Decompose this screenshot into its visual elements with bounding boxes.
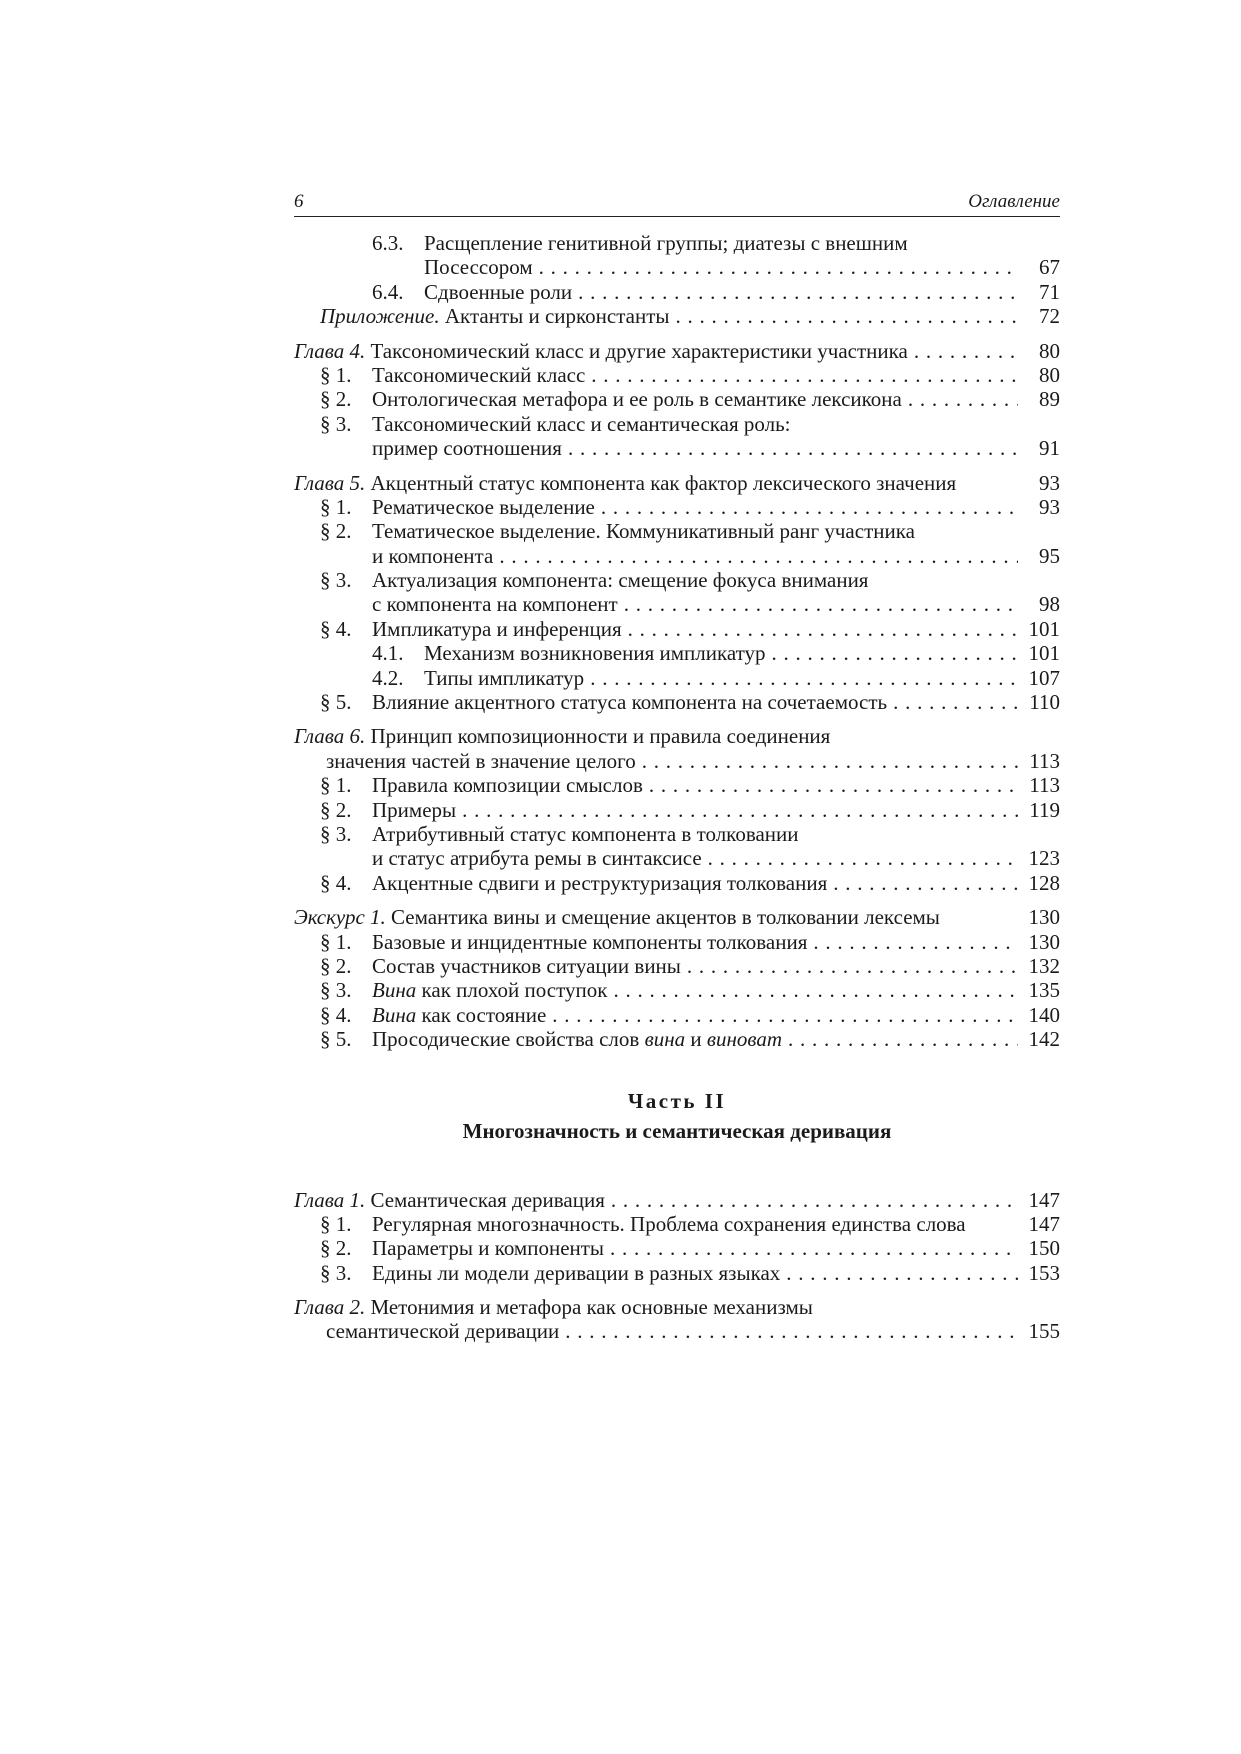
toc-group bbox=[294, 231, 1060, 329]
entry-page: 130 bbox=[1028, 929, 1060, 954]
entry-page: 113 bbox=[1029, 773, 1060, 798]
toc-entry[interactable] bbox=[294, 798, 1060, 822]
toc-entry[interactable] bbox=[294, 690, 1060, 714]
entry-page: 95 bbox=[1039, 543, 1060, 568]
entry-text: Типы импликатур bbox=[424, 665, 585, 690]
entry-label: § 3. bbox=[320, 411, 352, 436]
leader-dots bbox=[578, 280, 1018, 304]
toc-entry[interactable] bbox=[294, 641, 1060, 665]
leader-dots bbox=[788, 1027, 1018, 1051]
entry-text: Таксономический класс и семантическая роль: bbox=[372, 411, 791, 436]
entry-page: 110 bbox=[1029, 690, 1060, 715]
toc-group bbox=[294, 1188, 1060, 1286]
entry-page: 119 bbox=[1029, 797, 1060, 822]
toc-entry[interactable] bbox=[294, 773, 1060, 797]
entry-label: § 3. bbox=[320, 568, 352, 593]
page bbox=[294, 190, 1060, 1344]
entry-text: Влияние акцентного статуса компонента на сочетаемость bbox=[372, 690, 888, 715]
entry-page: 153 bbox=[1028, 1260, 1060, 1285]
toc-entry[interactable] bbox=[294, 231, 1060, 255]
entry-text: Импликатура и инференция bbox=[372, 616, 622, 641]
toc-entry[interactable] bbox=[294, 724, 1060, 748]
toc-entry[interactable] bbox=[294, 544, 1060, 568]
entry-label: § 4. bbox=[320, 1002, 352, 1027]
toc-entry[interactable] bbox=[294, 1236, 1060, 1260]
entry-text: Параметры и компоненты bbox=[372, 1236, 605, 1261]
entry-text: как состояние bbox=[416, 1002, 547, 1027]
entry-label: § 4. bbox=[320, 870, 352, 895]
entry-page: 93 bbox=[1039, 494, 1060, 519]
leader-dots bbox=[687, 954, 1018, 978]
entry-label: § 3. bbox=[320, 821, 352, 846]
entry-text: Сдвоенные роли bbox=[424, 279, 573, 304]
leader-dots bbox=[610, 1236, 1018, 1260]
entry-text-mid: и bbox=[685, 1027, 707, 1052]
entry-text: Базовые и инцидентные компоненты толкования bbox=[372, 929, 808, 954]
toc-entry[interactable] bbox=[294, 617, 1060, 641]
leader-dots bbox=[908, 387, 1018, 411]
part-label: Часть II bbox=[627, 1088, 727, 1113]
entry-page: 123 bbox=[1028, 846, 1060, 871]
entry-page: 147 bbox=[1028, 1211, 1060, 1236]
entry-text: пример соотношения bbox=[372, 436, 562, 461]
entry-text: Таксономический класс и другие характеристики участника bbox=[365, 338, 908, 363]
entry-prefix: Глава 5. bbox=[294, 470, 366, 495]
entry-text: Акцентный статус компонента как фактор лексического значения bbox=[365, 470, 957, 495]
toc-entry[interactable] bbox=[294, 436, 1060, 460]
entry-text: как плохой поступок bbox=[416, 978, 608, 1003]
entry-page: 101 bbox=[1028, 641, 1060, 666]
toc-entry[interactable] bbox=[294, 363, 1060, 387]
toc-entry[interactable] bbox=[294, 905, 1060, 929]
toc-entry[interactable] bbox=[294, 1261, 1060, 1285]
entry-page: 80 bbox=[1039, 338, 1060, 363]
entry-label: § 1. bbox=[320, 929, 352, 954]
entry-text: Акцентные сдвиги и реструктуризация толкования bbox=[372, 870, 828, 895]
entry-page: 155 bbox=[1028, 1319, 1060, 1344]
entry-page: 107 bbox=[1028, 665, 1060, 690]
entry-label: 6.3. bbox=[372, 231, 404, 255]
entry-page: 89 bbox=[1039, 387, 1060, 412]
entry-page: 71 bbox=[1039, 279, 1060, 304]
entry-page: 98 bbox=[1039, 592, 1060, 617]
toc-entry[interactable] bbox=[294, 519, 1060, 543]
toc-entry[interactable] bbox=[294, 954, 1060, 978]
toc-entry[interactable] bbox=[294, 666, 1060, 690]
entry-text: Актанты и сирконстанты bbox=[439, 304, 670, 329]
entry-text: Едины ли модели деривации в разных языках bbox=[372, 1260, 781, 1285]
entry-label: § 1. bbox=[320, 362, 352, 387]
leader-dots bbox=[565, 1319, 1018, 1343]
entry-page: 150 bbox=[1028, 1236, 1060, 1261]
entry-text: Примеры bbox=[372, 797, 457, 822]
entry-page: 135 bbox=[1028, 978, 1060, 1003]
toc-group bbox=[294, 471, 1060, 715]
leader-dots bbox=[833, 871, 1018, 895]
entry-label: § 3. bbox=[320, 978, 352, 1003]
entry-emphasis: Вина bbox=[372, 978, 417, 1003]
entry-text: Рематическое выделение bbox=[372, 494, 595, 519]
entry-prefix: Глава 1. bbox=[294, 1187, 366, 1212]
entry-page: 130 bbox=[1028, 905, 1060, 930]
entry-text: Тематическое выделение. Коммуникативный ранг участника bbox=[372, 519, 915, 544]
toc-entry[interactable] bbox=[294, 930, 1060, 954]
entry-page: 67 bbox=[1039, 255, 1060, 280]
leader-dots bbox=[613, 978, 1018, 1002]
entry-text: Атрибутивный статус компонента в толковании bbox=[372, 821, 799, 846]
toc-entry[interactable] bbox=[294, 304, 1060, 328]
toc-entry[interactable] bbox=[294, 255, 1060, 279]
entry-emphasis: виноват bbox=[706, 1027, 783, 1052]
leader-dots bbox=[914, 339, 1018, 363]
entry-prefix: Глава 4. bbox=[294, 338, 366, 363]
leader-dots bbox=[552, 1003, 1018, 1027]
entry-page: 132 bbox=[1028, 953, 1060, 978]
entry-page: 140 bbox=[1028, 1002, 1060, 1027]
toc-entry[interactable] bbox=[294, 592, 1060, 616]
entry-page: 80 bbox=[1039, 362, 1060, 387]
entry-text: Таксономический класс bbox=[372, 362, 586, 387]
entry-text: Регулярная многозначность. Проблема сохранения единства слова bbox=[372, 1211, 966, 1236]
toc-entry[interactable] bbox=[294, 822, 1060, 846]
entry-prefix: Приложение. bbox=[320, 304, 440, 329]
leader-dots bbox=[624, 592, 1018, 616]
toc-group bbox=[294, 724, 1060, 895]
leader-dots bbox=[499, 544, 1018, 568]
entry-text: значения частей в значение целого bbox=[326, 748, 636, 773]
entry-text: Онтологическая метафора и ее роль в семантике лексикона bbox=[372, 387, 902, 412]
part-title: Многозначность и семантическая деривация bbox=[462, 1118, 892, 1143]
page-number: 6 bbox=[294, 191, 304, 212]
leader-dots bbox=[786, 1261, 1018, 1285]
entry-page: 91 bbox=[1039, 436, 1060, 461]
entry-text: Актуализация компонента: смещение фокуса внимания bbox=[372, 568, 869, 593]
toc-group bbox=[294, 1295, 1060, 1344]
toc-entry[interactable] bbox=[294, 568, 1060, 592]
entry-text: Семантическая деривация bbox=[365, 1187, 605, 1212]
entry-text: и компонента bbox=[372, 543, 494, 568]
entry-emphasis: Вина bbox=[372, 1002, 417, 1027]
running-head bbox=[294, 190, 1060, 217]
leader-dots bbox=[642, 749, 1018, 773]
part-heading bbox=[294, 1086, 1060, 1146]
leader-dots bbox=[590, 666, 1018, 690]
entry-label: § 2. bbox=[320, 797, 352, 822]
entry-text: Механизм возникновения импликатур bbox=[424, 641, 766, 666]
toc-entry[interactable] bbox=[294, 339, 1060, 363]
entry-prefix: Глава 6. bbox=[294, 724, 366, 749]
leader-dots bbox=[772, 641, 1018, 665]
toc-entry[interactable] bbox=[294, 280, 1060, 304]
entry-text: семантической деривации bbox=[326, 1319, 560, 1344]
entry-label: § 5. bbox=[320, 1027, 352, 1052]
entry-page: 101 bbox=[1028, 616, 1060, 641]
toc-entry[interactable] bbox=[294, 1003, 1060, 1027]
toc-entry[interactable] bbox=[294, 871, 1060, 895]
entry-page: 142 bbox=[1028, 1027, 1060, 1052]
leader-dots bbox=[539, 255, 1018, 279]
entry-label: 6.4. bbox=[372, 279, 404, 304]
toc-entry[interactable] bbox=[294, 1027, 1060, 1051]
leader-dots bbox=[628, 617, 1018, 641]
entry-text: Семантика вины и смещение акцентов в толковании лексемы bbox=[385, 905, 940, 930]
entry-page: 128 bbox=[1028, 870, 1060, 895]
leader-dots bbox=[649, 773, 1018, 797]
entry-label: § 2. bbox=[320, 953, 352, 978]
entry-label: § 2. bbox=[320, 1236, 352, 1261]
leader-dots bbox=[568, 436, 1018, 460]
entry-label: § 4. bbox=[320, 616, 352, 641]
toc-group bbox=[294, 905, 1060, 1051]
leader-dots bbox=[708, 846, 1018, 870]
entry-text: Метонимия и метафора как основные механизмы bbox=[365, 1295, 813, 1320]
leader-dots bbox=[611, 1188, 1018, 1212]
entry-label: 4.1. bbox=[372, 641, 404, 666]
entry-text: Состав участников ситуации вины bbox=[372, 953, 681, 978]
entry-text: Правила композиции смыслов bbox=[372, 773, 643, 798]
toc-entry[interactable] bbox=[294, 387, 1060, 411]
entry-page: 93 bbox=[1039, 470, 1060, 495]
toc-entry[interactable] bbox=[294, 749, 1060, 773]
toc-entry[interactable] bbox=[294, 978, 1060, 1002]
toc-entry[interactable] bbox=[294, 846, 1060, 870]
toc-entry[interactable] bbox=[294, 1295, 1060, 1319]
entry-label: § 3. bbox=[320, 1260, 352, 1285]
entry-text: Принцип композиционности и правила соединения bbox=[365, 724, 831, 749]
leader-dots bbox=[813, 930, 1018, 954]
leader-dots bbox=[462, 798, 1018, 822]
entry-page: 147 bbox=[1028, 1187, 1060, 1212]
entry-text: с компонента на компонент bbox=[372, 592, 618, 617]
toc-entry[interactable] bbox=[294, 1212, 1060, 1236]
entry-page: 113 bbox=[1029, 748, 1060, 773]
toc-group bbox=[294, 339, 1060, 461]
entry-label: § 2. bbox=[320, 519, 352, 544]
entry-label: § 5. bbox=[320, 690, 352, 715]
entry-text: Просодические свойства слов bbox=[372, 1027, 645, 1052]
toc-entry[interactable] bbox=[294, 471, 1060, 495]
running-title: Оглавление bbox=[968, 191, 1060, 212]
entry-label: § 2. bbox=[320, 387, 352, 412]
leader-dots bbox=[591, 363, 1018, 387]
entry-text: и статус атрибута ремы в синтаксисе bbox=[372, 846, 702, 871]
entry-page: 72 bbox=[1039, 304, 1060, 329]
entry-emphasis: вина bbox=[644, 1027, 686, 1052]
entry-prefix: Экскурс 1. bbox=[294, 905, 386, 930]
entry-text: Посессором bbox=[424, 255, 533, 280]
entry-label: § 1. bbox=[320, 773, 352, 798]
entry-label: 4.2. bbox=[372, 665, 404, 690]
entry-label: § 1. bbox=[320, 1211, 352, 1236]
leader-dots bbox=[893, 690, 1018, 714]
leader-dots bbox=[676, 304, 1018, 328]
toc-entry[interactable] bbox=[294, 1319, 1060, 1343]
toc-entry[interactable] bbox=[294, 412, 1060, 436]
toc-entry[interactable] bbox=[294, 1188, 1060, 1212]
entry-label: § 1. bbox=[320, 494, 352, 519]
toc-entry[interactable] bbox=[294, 495, 1060, 519]
entry-prefix: Глава 2. bbox=[294, 1295, 366, 1320]
leader-dots bbox=[601, 495, 1018, 519]
entry-text: Расщепление генитивной группы; диатезы с внешним bbox=[424, 231, 908, 255]
